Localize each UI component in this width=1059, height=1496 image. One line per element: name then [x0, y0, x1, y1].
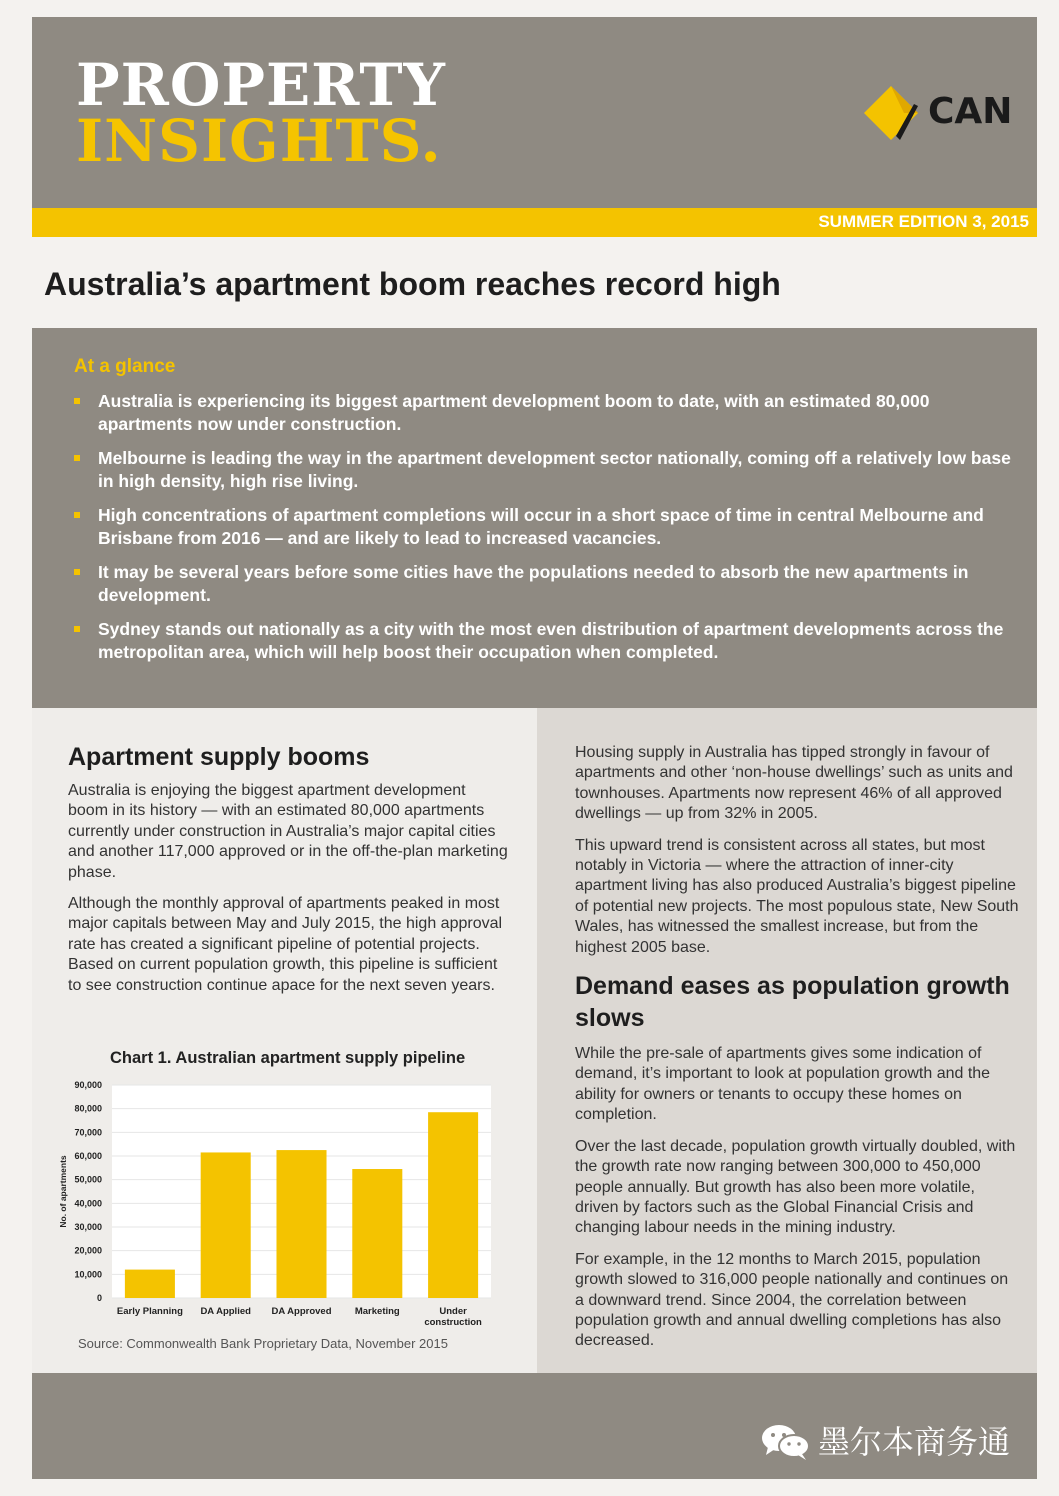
- y-tick-label: 50,000: [74, 1174, 102, 1185]
- section-heading-supply: Apartment supply booms: [68, 743, 370, 771]
- diamond-icon: [862, 84, 920, 142]
- at-a-glance-title: At a glance: [74, 356, 176, 377]
- brand-name: CAN: [928, 91, 1013, 132]
- paragraph: While the pre-sale of apartments gives some indication of demand, it’s important to look at population growth and the ability for owners or tenants to occupy these homes on completion.: [575, 1045, 991, 1124]
- bullet-text: Australia is experiencing its biggest apartment development boom to date, with an estimated 80,000 apartments now under construction.: [98, 391, 930, 434]
- wechat-icon: [760, 1422, 812, 1462]
- y-tick-label: 90,000: [74, 1080, 102, 1090]
- chart-title: Chart 1. Australian apartment supply pipeline: [110, 1049, 466, 1067]
- bullet-icon: [74, 569, 80, 575]
- x-tick-label: DA Applied: [200, 1306, 251, 1317]
- y-tick-label: 70,000: [74, 1127, 102, 1138]
- y-tick-label: 80,000: [74, 1103, 102, 1114]
- paragraph: Although the monthly approval of apartments peaked in most major capitals between May and July 2015, the high approval rate has created a significant pipeline of potential projects. Based on current population growth, this pipeline is sufficient to see construction continue apace for the next seven years.: [68, 895, 503, 994]
- bullet-icon: [74, 626, 80, 632]
- bar-da-applied: [201, 1152, 251, 1298]
- supply-pipeline-chart: [56, 1075, 496, 1335]
- y-tick-label: 20,000: [74, 1245, 102, 1256]
- y-axis-label: No. of apartments: [58, 1155, 68, 1228]
- paragraph: Housing supply in Australia has tipped strongly in favour of apartments and other ‘non-house dwellings’ such as units and townhouses. Apartments now represent 46% of all approved dwellings — up from 32% in 2005.: [575, 744, 1013, 823]
- list-item: [74, 618, 1024, 664]
- logo-property: PROPERTY: [76, 51, 446, 119]
- brand-logo: [862, 82, 1012, 144]
- chart-source: Source: Commonwealth Bank Proprietary Data, November 2015: [78, 1336, 448, 1351]
- bar-under-construction: [428, 1112, 478, 1298]
- edition-label: SUMMER EDITION 3, 2015: [818, 212, 1029, 231]
- x-tick-label: Marketing: [354, 1306, 400, 1317]
- right-article: [575, 743, 1019, 1363]
- bar-da-approved: [276, 1150, 326, 1298]
- x-tick-label: Early Planning: [116, 1306, 183, 1317]
- bullet-text: Sydney stands out nationally as a city with the most even distribution of apartment developments across the metropolitan area, which will help boost their occupation when completed.: [98, 619, 1004, 662]
- x-tick-label: DA Approved: [271, 1306, 332, 1317]
- y-tick-label: 0: [96, 1293, 102, 1303]
- list-item: [74, 447, 1024, 493]
- bar-early-planning: [125, 1270, 175, 1298]
- bullet-icon: [74, 398, 80, 404]
- paragraph: Australia is enjoying the biggest apartment development boom in its history — with an estimated 80,000 apartments currently under construction in Australia’s major capital cities and another 117,000 approved or in the off-the-plan marketing phase.: [68, 782, 508, 881]
- watermark-text: 墨尔本商务通: [818, 1423, 1011, 1461]
- bullet-icon: [74, 512, 80, 518]
- y-tick-label: 60,000: [74, 1151, 102, 1161]
- x-tick-label: construction: [424, 1317, 482, 1328]
- list-item: [74, 561, 1024, 607]
- bullet-text: Melbourne is leading the way in the apartment development sector nationally, coming off a relatively low base in high density, high rise living.: [98, 448, 1011, 491]
- paragraph: This upward trend is consistent across all states, but most notably in Victoria — where the attraction of inner-city apartment living has also produced Australia’s biggest pipeline of potential new projects. The most populous state, New South Wales, has witnessed the smallest increase, but from the highest 2005 base.: [575, 836, 1019, 956]
- x-tick-label: Under: [439, 1306, 467, 1317]
- glance-bullet-list: [74, 390, 1024, 675]
- y-tick-label: 30,000: [74, 1222, 102, 1232]
- bullet-text: High concentrations of apartment completions will occur in a short space of time in central Melbourne and Brisbane from 2016 — and are likely to lead to increased vacancies.: [98, 505, 984, 548]
- list-item: [74, 504, 1024, 550]
- y-tick-label: 40,000: [74, 1198, 102, 1209]
- y-tick-label: 10,000: [74, 1269, 102, 1280]
- bar-marketing: [352, 1169, 402, 1298]
- left-article: [68, 741, 508, 1007]
- paragraph: Over the last decade, population growth virtually doubled, with the growth rate now ranging between 300,000 to 450,000 people annually. But growth has also been more volatile, driven by factors such as the Global Financial Crisis and changing labour needs in the mining industry.: [575, 1137, 1016, 1237]
- paragraph: For example, in the 12 months to March 2015, population growth slowed to 316,000 people nationally and continues on a downward trend. Since 2004, the correlation between population growth and annual dwelling completions has also decreased.: [575, 1250, 1009, 1350]
- bullet-icon: [74, 455, 80, 461]
- section-heading-demand: Demand eases as population growth slows: [575, 972, 1010, 1033]
- list-item: [74, 390, 1024, 436]
- page-title: Australia’s apartment boom reaches record high: [44, 266, 781, 302]
- bullet-text: It may be several years before some cities have the populations needed to absorb the new apartments in development.: [98, 562, 969, 605]
- logo-insights: INSIGHTS.: [76, 107, 442, 175]
